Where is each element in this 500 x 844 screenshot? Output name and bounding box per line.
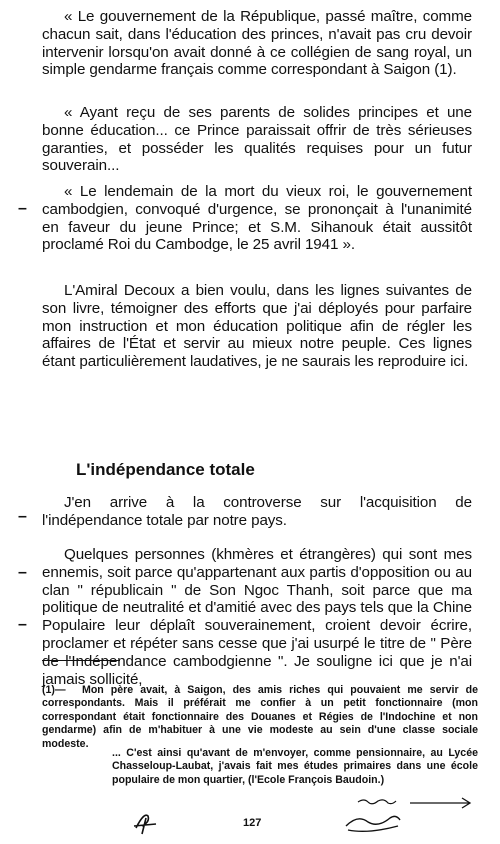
paragraph-3: « Le lendemain de la mort du vieux roi, le gouvernement cambodgien, convoqué d'urgence, se prononçait à l'unanimité en faveur du jeune Prince; et S.M. Sihanouk était aussitôt proclamé Roi du Cambodge, le 25 avril 1941 ». [42,183,472,254]
paragraph-1: « Le gouvernement de la République, passé maître, comme chacun sait, dans l'éducation des princes, n'avait pas cru devoir intervenir lorsqu'on avait donné à ce collégien de sang royal, un simple gendarme français comme correspondant à Saigon (1). [42,8,472,79]
paragraph-2: « Ayant reçu de ses parents de solides principes et une bonne éducation... ce Prince paraissait offrir de très sérieuses garanties, et posséder les qualités requises pour un futur souverain... [42,104,472,175]
margin-mark: – [18,616,27,633]
paragraph-5: J'en arrive à la controverse sur l'acquisition de l'indépendance totale par notre pays. [42,494,472,529]
footnote-rule [42,660,120,661]
margin-mark: – [18,508,27,525]
footnote-1 [42,684,478,751]
footnote-marker: (1)— [42,684,66,696]
margin-mark: – [18,200,27,217]
paragraph-6: Quelques personnes (khmères et étrangères) qui sont mes ennemis, soit parce qu'appartenant aux partis d'opposition ou au clan " républicain " de Son Ngoc Thanh, soit parce que ma politique de neutralité et d'amitié avec des pays tels que la Chine Populaire leur déplaît souverainement, croient devoir écrire, proclamer et répéter sans cesse que j'ai usurpé le titre de " Père de l'Indépendance cambodgienne ". Je souligne ici que je n'ai jamais sollicité, [42,546,472,688]
page-number: 127 [243,817,262,829]
section-heading: L'indépendance totale [76,460,255,479]
footnote-2: ... C'est ainsi qu'avant de m'envoyer, comme pensionnaire, au Lycée Chasseloup-Laubat, j'avais fait mes études primaires dans une école populaire de mon quartier, (l'Ecole François Baudoin.) [112,747,478,786]
margin-mark: – [18,564,27,581]
footnote-1-text: Mon père avait, à Saigon, des amis riches qui pouvaient me servir de correspondants. Mais il préférait me confier à un petit fonctionnaire (mon correspondant était fonctionnaire des Douanes et Régies de l'Indochine et non gendarme) afin de m'habituer à une vie modeste au sein d'une classe sociale modeste. [42,684,478,750]
handwritten-annotation-mark [130,808,160,836]
paragraph-4: L'Amiral Decoux a bien voulu, dans les lignes suivantes de son livre, témoigner des efforts que j'ai déployés pour parfaire mon instruction et mon éducation politique afin de régler les affaires de l'État et servir au mieux notre peuple. Ces lignes étant particulièrement laudatives, je ne saurais les reproduire ici. [42,282,472,371]
handwritten-signature [338,796,478,836]
